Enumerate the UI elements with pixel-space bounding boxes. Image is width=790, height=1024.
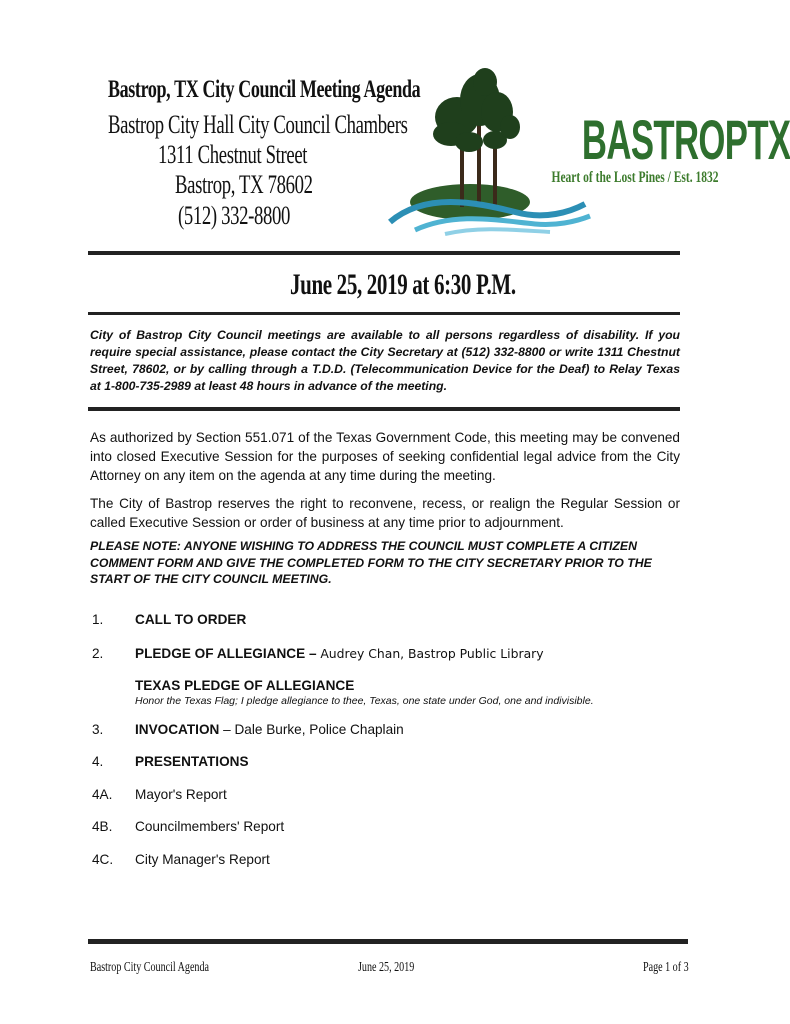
texas-pledge-text: Honor the Texas Flag; I pledge allegiance to thee, Texas, one state under God, one and indivisible. xyxy=(135,695,594,707)
city-address: Bastrop, TX 78602 xyxy=(175,170,313,199)
texas-pledge-heading: TEXAS PLEDGE OF ALLEGIANCE xyxy=(135,678,355,693)
agenda-item-city-managers-report: City Manager's Report xyxy=(135,852,270,867)
accessibility-notice: City of Bastrop City Council meetings are available to all persons regardless of disability. If you require special assistance, please contact the City Secretary at (512) 332-8800 or write 1311 Chestnut Street, 78602, or by calling through a T.D.D. (Telecommunication Device for the Deaf) to Relay Texas at 1-800-735-2989 at least 48 hours in advance of the meeting. xyxy=(90,328,680,393)
item-number: 3. xyxy=(92,722,104,737)
agenda-item-mayors-report: Mayor's Report xyxy=(135,787,227,802)
please-note: PLEASE NOTE: ANYONE WISHING TO ADDRESS THE COUNCIL MUST COMPLETE A CITIZEN COMMENT FORM AND GIVE THE COMPLETED FORM TO THE CITY SECRETARY PRIOR TO THE START OF THE CITY COUNCIL MEETING. xyxy=(90,539,652,586)
executive-session-paragraph: As authorized by Section 551.071 of the Texas Government Code, this meeting may be convened into closed Executive Session for the purposes of seeking confidential legal advice from the City Attorney on any item on the agenda at any time during the meeting. xyxy=(90,430,680,483)
footer-page-number: Page 1 of 3 xyxy=(643,960,689,975)
divider xyxy=(88,407,680,411)
agenda-item-call-to-order: CALL TO ORDER xyxy=(135,612,247,627)
agenda-item-presentations: PRESENTATIONS xyxy=(135,754,249,769)
divider xyxy=(88,312,680,315)
agenda-item-councilmembers-report: Councilmembers' Report xyxy=(135,819,285,834)
item-number: 4C. xyxy=(92,852,114,867)
agenda-item-invocation: INVOCATION – Dale Burke, Police Chaplain xyxy=(135,722,404,737)
logo-tagline: Heart of the Lost Pines / Est. 1832 xyxy=(551,169,719,186)
footer-divider xyxy=(88,939,688,944)
phone-number: (512) 332-8800 xyxy=(178,201,290,230)
reconvene-paragraph: The City of Bastrop reserves the right to reconvene, recess, or realign the Regular Session or called Executive Session or order of business at any time prior to adjournment. xyxy=(90,496,680,530)
item-number: 1. xyxy=(92,612,104,627)
footer-doc-name: Bastrop City Council Agenda xyxy=(90,960,209,975)
item-number: 4B. xyxy=(92,819,113,834)
divider xyxy=(88,251,680,255)
item-number: 4. xyxy=(92,754,104,769)
agenda-item-pledge: PLEDGE OF ALLEGIANCE – Audrey Chan, Bastrop Public Library xyxy=(135,646,544,661)
logo-wordmark: BASTROPTX xyxy=(581,108,790,171)
venue-name: Bastrop City Hall City Council Chambers xyxy=(108,110,408,139)
item-number: 4A. xyxy=(92,787,113,802)
street-address: 1311 Chestnut Street xyxy=(158,140,308,169)
meeting-date: June 25, 2019 at 6:30 P.M. xyxy=(290,268,516,301)
item-number: 2. xyxy=(92,646,104,661)
footer-date: June 25, 2019 xyxy=(358,960,415,975)
agenda-title: Bastrop, TX City Council Meeting Agenda xyxy=(108,76,421,103)
